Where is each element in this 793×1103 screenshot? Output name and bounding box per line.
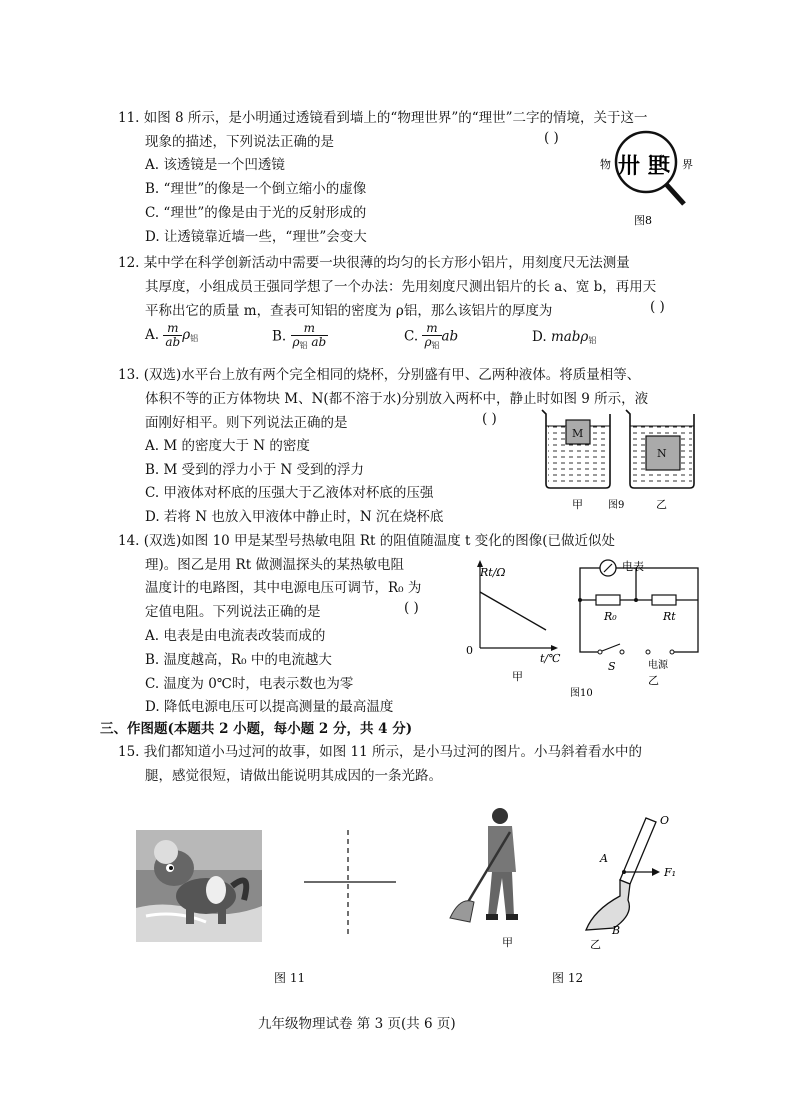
q13-line3: 面刚好相平。则下列说法正确的是: [145, 415, 348, 431]
q11-option-c: C. “理世”的像是由于光的反射形成的: [145, 205, 367, 221]
figure-9-beakers: [536, 406, 708, 514]
q14-line1: 14. (双选)如图 10 甲是某型号热敏电阻 Rt 的阻值随温度 t 变化的图像(已做近似处: [118, 533, 616, 549]
fig10-label-2: 乙: [648, 674, 659, 687]
fig9-block-n: N: [657, 447, 667, 460]
q14-option-d: D. 降低电源电压可以提高测量的最高温度: [145, 699, 394, 715]
fig8-glyph2: 理: [647, 153, 670, 179]
fig12-label-1: 甲: [502, 936, 513, 948]
fig8-right-char: 界: [682, 158, 693, 171]
figure-11-normal-line: [300, 828, 400, 940]
q12-line1: 12. 某中学在科学创新活动中需要一块很薄的均匀的长方形小铝片，用刻度尺无法测量: [118, 255, 630, 271]
q15-line1: 15. 我们都知道小马过河的故事，如图 11 所示，是小马过河的图片。小马斜着看水中的: [118, 744, 643, 760]
fig9-label-1: 甲: [572, 498, 583, 511]
q14-paren: ( ): [404, 600, 419, 616]
fig11-caption: 图 11: [274, 971, 306, 985]
q11-option-a: A. 该透镜是一个凹透镜: [145, 157, 285, 173]
fig8-glyph1: 卅: [618, 153, 641, 179]
q11-option-b: B. “理世”的像是一个倒立缩小的虚像: [145, 181, 367, 197]
fig10-source-label: 电源: [648, 660, 668, 671]
fig10-origin: 0: [466, 644, 473, 657]
figure-8-magnifier: [598, 128, 698, 228]
q12-line3: 平称出它的质量 m，查表可知铝的密度为 ρ铝，那么该铝片的厚度为: [145, 303, 553, 319]
q11-line2: 现象的描述，下列说法正确的是: [145, 134, 334, 150]
fig12-label-o: O: [660, 814, 670, 827]
q13-paren: ( ): [482, 411, 497, 427]
fig10-label-1: 甲: [512, 670, 523, 683]
q12-option-a: A. $\frac{m}{ab}$ $\rho_铝$: [145, 321, 199, 349]
fig12-caption: 图 12: [552, 971, 584, 985]
fig10-caption: 图10: [570, 688, 593, 698]
q13-option-b: B. M 受到的浮力小于 N 受到的浮力: [145, 462, 365, 478]
q14-option-a: A. 电表是由电流表改装而成的: [145, 628, 326, 644]
q13-option-a: A. M 的密度大于 N 的密度: [145, 438, 310, 454]
fig10-y-axis-label: Rt/Ω: [480, 566, 506, 579]
fig12-label-f1: F₁: [664, 866, 677, 879]
q12-paren: ( ): [650, 299, 665, 315]
q12-option-c: C. $\frac{m}{\rho_铝}$ ab: [404, 321, 459, 350]
fig8-caption: 图8: [634, 214, 652, 227]
fig9-block-m: M: [572, 427, 584, 440]
q14-line2: 理)。图乙是用 Rt 做测温探头的某热敏电阻: [145, 557, 404, 573]
q12-option-b: B. $\frac{m}{\rho_铝 ab}$: [272, 321, 327, 350]
fig10-x-axis-label: t/℃: [540, 652, 561, 665]
q14-option-c: C. 温度为 0℃时，电表示数也为零: [145, 676, 354, 692]
q12-option-d: D. mabρ$_铝$: [532, 329, 597, 345]
fig8-left-char: 物: [600, 158, 611, 171]
q14-line4: 定值电阻。下列说法正确的是: [145, 604, 321, 620]
figure-10: [458, 556, 708, 698]
figure-12-broom-diagram: [580, 810, 690, 952]
fig10-rt-label: Rt: [663, 610, 676, 623]
fig9-label-2: 乙: [656, 498, 667, 511]
q13-line1: 13. (双选)水平台上放有两个完全相同的烧杯，分别盛有甲、乙两种液体。将质量相等、: [118, 367, 641, 383]
fig10-r0-label: R₀: [604, 610, 617, 623]
figure-11-pony-image: [136, 830, 262, 942]
fig10-switch-label: S: [608, 660, 616, 673]
figure-12-sweeper: [446, 806, 538, 948]
q14-option-b: B. 温度越高，R₀ 中的电流越大: [145, 652, 332, 668]
fig12-label-b: B: [612, 924, 621, 937]
fig9-caption: 图9: [608, 500, 625, 511]
fig10-meter-label: 电表: [622, 560, 644, 573]
q13-option-d: D. 若将 N 也放入甲液体中静止时，N 沉在烧杯底: [145, 509, 444, 525]
section-3-heading: 三、作图题(本题共 2 小题，每小题 2 分，共 4 分): [100, 721, 413, 737]
q11-option-d: D. 让透镜靠近墙一些，“理世”会变大: [145, 229, 367, 245]
fig12-label-2: 乙: [590, 938, 601, 951]
q13-line2: 体积不等的正方体物块 M、N(都不溶于水)分别放入两杯中，静止时如图 9 所示，液: [145, 391, 649, 407]
fig12-label-a: A: [600, 852, 608, 865]
q14-line3: 温度计的电路图，其中电源电压可调节，R₀ 为: [145, 580, 422, 596]
q11-paren: ( ): [544, 130, 559, 146]
q13-option-c: C. 甲液体对杯底的压强大于乙液体对杯底的压强: [145, 485, 434, 501]
q11-line1: 11. 如图 8 所示，是小明通过透镜看到墙上的“物理世界”的“理世”二字的情境，关于这一: [118, 110, 648, 126]
page-footer: 九年级物理试卷 第 3 页(共 6 页): [258, 1016, 456, 1032]
q12-line2: 其厚度，小组成员王强同学想了一个办法：先用刻度尺测出铝片的长 a、宽 b，再用天: [145, 279, 657, 295]
q15-line2: 腿，感觉很短，请做出能说明其成因的一条光路。: [145, 768, 442, 784]
